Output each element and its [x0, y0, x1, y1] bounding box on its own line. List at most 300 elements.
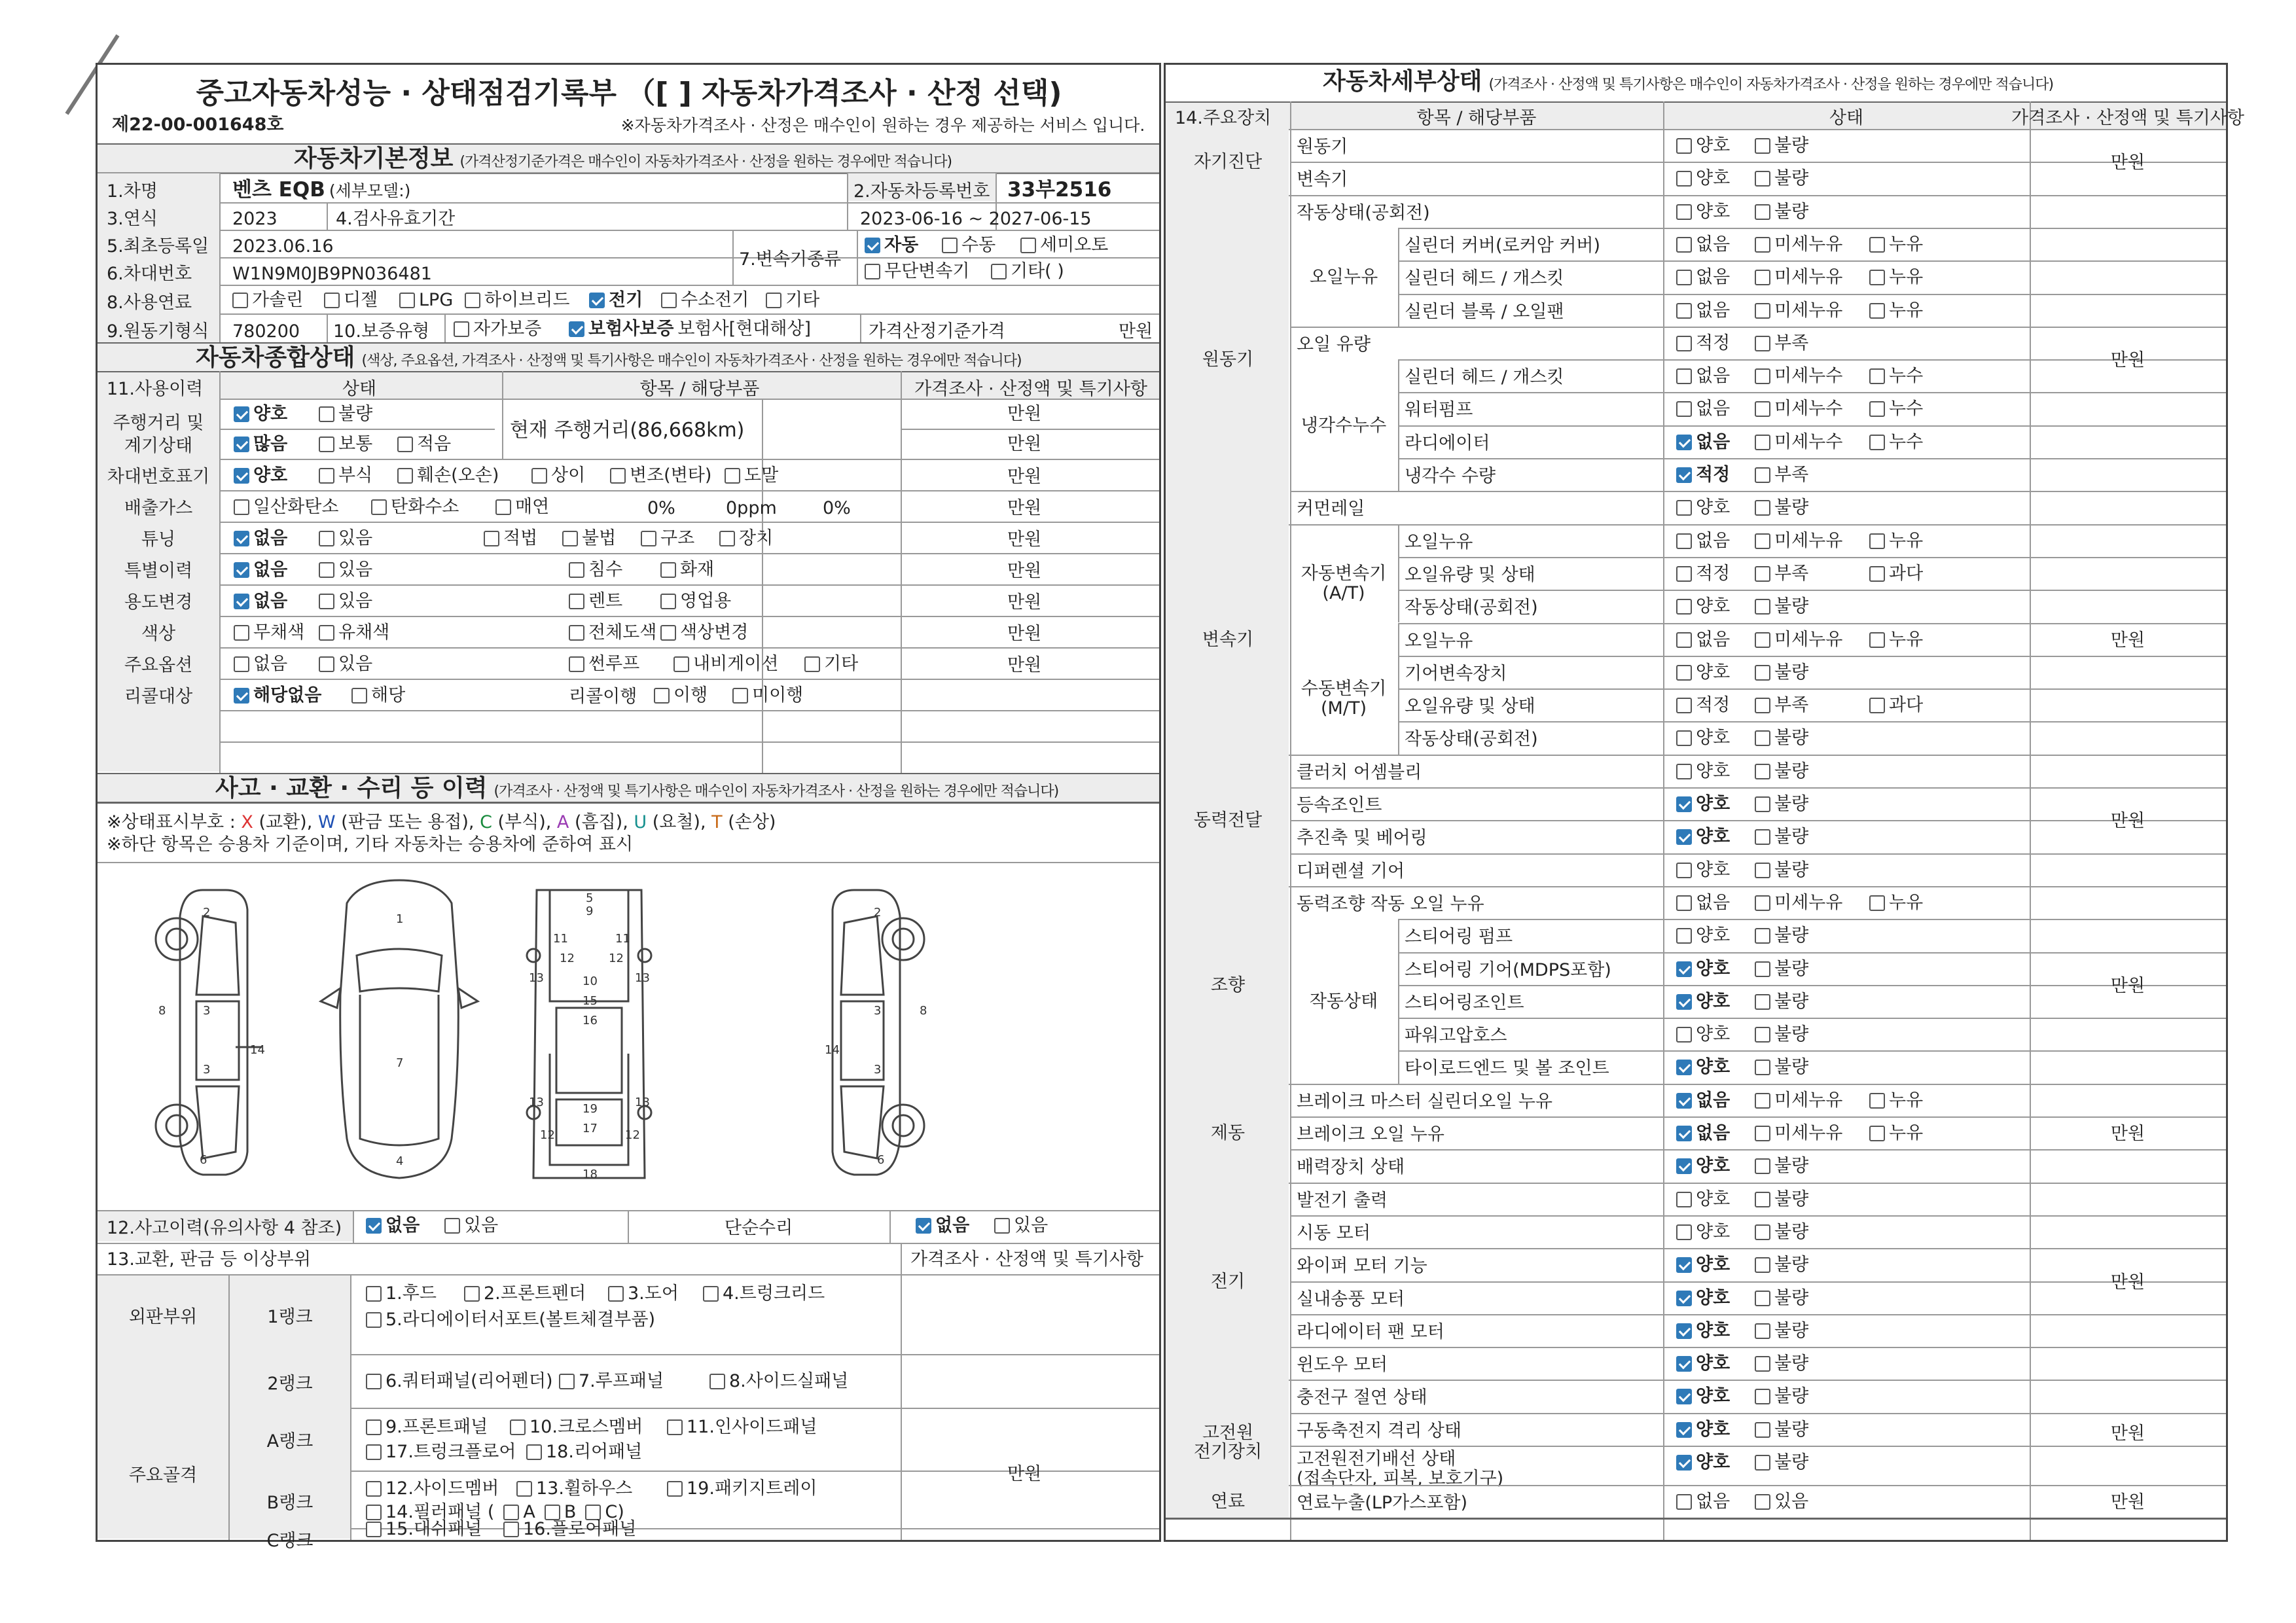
checkbox-unchecked[interactable]	[766, 293, 781, 308]
checkbox-option[interactable]	[1755, 367, 1842, 385]
checkbox-option[interactable]	[660, 624, 748, 641]
checkbox-option[interactable]	[526, 1443, 642, 1461]
checkbox-unchecked[interactable]	[1676, 270, 1692, 285]
checkbox-option[interactable]	[1869, 433, 1923, 451]
checkbox-option[interactable]	[589, 291, 643, 309]
checkbox-unchecked[interactable]	[495, 499, 511, 515]
checkbox-unchecked[interactable]	[366, 1374, 382, 1389]
checkbox-option[interactable]	[569, 655, 639, 673]
checkbox-unchecked[interactable]	[709, 1374, 725, 1389]
checkbox-option[interactable]	[660, 561, 714, 579]
checkbox-option[interactable]	[1676, 1223, 1730, 1241]
checkbox-option[interactable]	[1676, 729, 1730, 747]
checkbox-option[interactable]	[1676, 631, 1730, 649]
checkbox-unchecked[interactable]	[673, 656, 689, 672]
checkbox-option[interactable]	[1676, 1256, 1730, 1274]
checkbox-unchecked[interactable]	[1755, 368, 1770, 384]
checkbox-unchecked[interactable]	[1755, 533, 1770, 549]
checkbox-unchecked[interactable]	[732, 688, 748, 704]
checkbox-option[interactable]	[1676, 1289, 1730, 1307]
checkbox-unchecked[interactable]	[942, 238, 958, 253]
checkbox-unchecked[interactable]	[319, 562, 334, 578]
checkbox-unchecked[interactable]	[569, 625, 584, 641]
checkbox-option[interactable]	[991, 262, 1064, 280]
checkbox-unchecked[interactable]	[991, 264, 1007, 279]
checkbox-option[interactable]	[1869, 631, 1923, 649]
checkbox-unchecked[interactable]	[1755, 270, 1770, 285]
checkbox-unchecked[interactable]	[1676, 237, 1692, 253]
checkbox-checked[interactable]	[1676, 1093, 1692, 1109]
checkbox-option[interactable]	[569, 624, 656, 641]
checkbox-unchecked[interactable]	[366, 1481, 382, 1497]
checkbox-unchecked[interactable]	[1869, 368, 1885, 384]
checkbox-option[interactable]	[667, 1480, 817, 1497]
checkbox-checked[interactable]	[1676, 1126, 1692, 1141]
checkbox-option[interactable]	[1869, 1124, 1923, 1142]
checkbox-unchecked[interactable]	[804, 656, 820, 672]
warranty-insurance[interactable]	[569, 320, 811, 338]
checkbox-option[interactable]	[1676, 1124, 1730, 1142]
checkbox-unchecked[interactable]	[1869, 303, 1885, 319]
checkbox-unchecked[interactable]	[660, 594, 676, 609]
checkbox-option[interactable]	[1676, 795, 1730, 813]
checkbox-unchecked[interactable]	[1869, 401, 1885, 417]
checkbox-option[interactable]	[366, 1311, 655, 1329]
checkbox-unchecked[interactable]	[569, 594, 584, 609]
checkbox-unchecked[interactable]	[351, 688, 367, 704]
checkbox-option[interactable]	[1676, 137, 1730, 154]
checkbox-option[interactable]	[1755, 1157, 1808, 1175]
checkbox-option[interactable]	[1755, 532, 1842, 550]
checkbox-option[interactable]	[366, 1418, 488, 1436]
checkbox-option[interactable]	[454, 320, 541, 338]
checkbox-unchecked[interactable]	[1676, 928, 1692, 944]
checkbox-unchecked[interactable]	[865, 264, 880, 279]
checkbox-option[interactable]	[484, 529, 537, 547]
checkbox-unchecked[interactable]	[654, 688, 670, 704]
checkbox-unchecked[interactable]	[1755, 467, 1770, 483]
checkbox-option[interactable]	[1869, 302, 1923, 319]
checkbox-option[interactable]	[1020, 236, 1108, 254]
checkbox-option[interactable]	[1676, 400, 1730, 418]
checkbox-option[interactable]	[1755, 302, 1842, 319]
checkbox-option[interactable]	[559, 1372, 664, 1390]
checkbox-unchecked[interactable]	[465, 293, 480, 308]
checkbox-option[interactable]	[319, 405, 372, 423]
checkbox-option[interactable]	[1676, 1157, 1730, 1175]
checkbox-unchecked[interactable]	[366, 1444, 382, 1460]
checkbox-unchecked[interactable]	[503, 1522, 519, 1537]
checkbox-option[interactable]	[569, 592, 622, 610]
checkbox-option[interactable]	[397, 435, 451, 453]
checkbox-option[interactable]	[1755, 1092, 1842, 1109]
checkbox-option[interactable]	[1755, 696, 1808, 714]
checkbox-option[interactable]	[464, 1285, 586, 1302]
checkbox-option[interactable]	[1676, 532, 1730, 550]
checkbox-option[interactable]	[667, 1418, 817, 1436]
checkbox-unchecked[interactable]	[562, 531, 578, 546]
checkbox-checked[interactable]	[1676, 1455, 1692, 1471]
checkbox-option[interactable]	[1676, 1355, 1730, 1372]
checkbox-option[interactable]	[503, 1520, 636, 1538]
checkbox-option[interactable]	[1755, 236, 1842, 253]
checkbox-unchecked[interactable]	[464, 1286, 480, 1302]
checkbox-option[interactable]	[1676, 927, 1730, 944]
checkbox-checked[interactable]	[234, 688, 249, 704]
checkbox-unchecked[interactable]	[1755, 204, 1770, 220]
checkbox-option[interactable]	[1755, 565, 1808, 582]
checkbox-option[interactable]	[516, 1480, 632, 1497]
checkbox-checked[interactable]	[1676, 1291, 1692, 1306]
checkbox-unchecked[interactable]	[1755, 928, 1770, 944]
checkbox-checked[interactable]	[1676, 1356, 1692, 1372]
checkbox-checked[interactable]	[1676, 994, 1692, 1010]
checkbox-unchecked[interactable]	[559, 1374, 575, 1389]
checkbox-option[interactable]	[1755, 729, 1808, 747]
checkbox-unchecked[interactable]	[660, 562, 676, 578]
checkbox-option[interactable]	[1755, 631, 1842, 649]
checkbox-unchecked[interactable]	[610, 468, 626, 484]
checkbox-option[interactable]	[1755, 1223, 1808, 1241]
checkbox-checked[interactable]	[1676, 1257, 1692, 1273]
checkbox-option[interactable]	[608, 1285, 679, 1302]
checkbox-option[interactable]	[1755, 1256, 1808, 1274]
checkbox-checked[interactable]	[1676, 1389, 1692, 1404]
checkbox-option[interactable]	[1755, 927, 1808, 944]
checkbox-option[interactable]	[1755, 762, 1808, 780]
checkbox-option[interactable]	[234, 561, 287, 579]
checkbox-checked[interactable]	[1676, 1422, 1692, 1438]
checkbox-option[interactable]	[562, 529, 616, 547]
checkbox-unchecked[interactable]	[1676, 730, 1692, 746]
checkbox-unchecked[interactable]	[1869, 1093, 1885, 1109]
checkbox-checked[interactable]	[366, 1218, 382, 1234]
checkbox-option[interactable]	[1676, 236, 1730, 253]
checkbox-option[interactable]	[1676, 993, 1730, 1010]
checkbox-unchecked[interactable]	[725, 468, 740, 484]
checkbox-unchecked[interactable]	[526, 1444, 542, 1460]
checkbox-option[interactable]	[319, 655, 372, 673]
checkbox-option[interactable]	[1755, 993, 1808, 1010]
checkbox-unchecked[interactable]	[1755, 1389, 1770, 1404]
checkbox-option[interactable]	[654, 687, 708, 704]
checkbox-option[interactable]	[804, 655, 858, 673]
checkbox-checked[interactable]	[865, 238, 880, 253]
checkbox-unchecked[interactable]	[1676, 1224, 1692, 1240]
checkbox-option[interactable]	[1755, 664, 1808, 681]
checkbox-option[interactable]	[1676, 466, 1730, 484]
checkbox-option[interactable]	[661, 291, 749, 309]
checkbox-option[interactable]	[232, 291, 303, 309]
checkbox-unchecked[interactable]	[1755, 895, 1770, 911]
checkbox-unchecked[interactable]	[1676, 863, 1692, 878]
checkbox-option[interactable]	[366, 1520, 482, 1538]
checkbox-checked[interactable]	[234, 406, 249, 422]
checkbox-unchecked[interactable]	[585, 1505, 601, 1520]
checkbox-option[interactable]	[1755, 1355, 1808, 1372]
checkbox-unchecked[interactable]	[454, 321, 469, 337]
checkbox-unchecked[interactable]	[516, 1481, 532, 1497]
checkbox-option[interactable]	[1676, 1058, 1730, 1076]
checkbox-option[interactable]	[1755, 597, 1808, 615]
checkbox-unchecked[interactable]	[1755, 1126, 1770, 1141]
checkbox-unchecked[interactable]	[232, 293, 248, 308]
checkbox-unchecked[interactable]	[1755, 138, 1770, 154]
checkbox-unchecked[interactable]	[1755, 303, 1770, 319]
checkbox-option[interactable]	[1676, 169, 1730, 187]
checkbox-checked[interactable]	[234, 437, 249, 452]
checkbox-unchecked[interactable]	[1676, 665, 1692, 681]
checkbox-option[interactable]	[766, 291, 819, 309]
checkbox-option[interactable]	[234, 687, 321, 704]
checkbox-unchecked[interactable]	[1676, 764, 1692, 779]
checkbox-option[interactable]	[1869, 696, 1923, 714]
checkbox-unchecked[interactable]	[1755, 1192, 1770, 1207]
checkbox-unchecked[interactable]	[1755, 796, 1770, 812]
checkbox-option[interactable]	[234, 435, 287, 453]
checkbox-option[interactable]	[1676, 894, 1730, 912]
checkbox-option[interactable]	[865, 262, 969, 280]
checkbox-option[interactable]	[1755, 203, 1808, 221]
checkbox-unchecked[interactable]	[234, 499, 249, 515]
checkbox-unchecked[interactable]	[234, 625, 249, 641]
checkbox-option[interactable]	[1676, 565, 1730, 582]
checkbox-unchecked[interactable]	[660, 625, 676, 641]
checkbox-option[interactable]	[1869, 532, 1923, 550]
checkbox-option[interactable]	[1755, 894, 1842, 912]
checkbox-unchecked[interactable]	[719, 531, 735, 546]
checkbox-option[interactable]	[1755, 268, 1842, 286]
checkbox-unchecked[interactable]	[399, 293, 415, 308]
checkbox-unchecked[interactable]	[319, 594, 334, 609]
checkbox-option[interactable]	[1676, 1092, 1730, 1109]
checkbox-option[interactable]	[1755, 960, 1808, 978]
checkbox-unchecked[interactable]	[1755, 566, 1770, 582]
checkbox-option[interactable]	[1755, 1387, 1808, 1405]
checkbox-option[interactable]	[569, 561, 622, 579]
checkbox-unchecked[interactable]	[1869, 533, 1885, 549]
checkbox-unchecked[interactable]	[1755, 1027, 1770, 1043]
checkbox-option[interactable]	[1676, 334, 1730, 352]
checkbox-unchecked[interactable]	[1676, 599, 1692, 615]
checkbox-checked[interactable]	[569, 321, 584, 337]
checkbox-option[interactable]	[234, 405, 287, 423]
checkbox-option[interactable]	[1676, 597, 1730, 615]
checkbox-checked[interactable]	[234, 594, 249, 609]
checkbox-option[interactable]	[1755, 400, 1842, 418]
checkbox-option[interactable]	[1755, 466, 1808, 484]
checkbox-unchecked[interactable]	[1755, 1060, 1770, 1075]
checkbox-option[interactable]	[366, 1372, 552, 1390]
checkbox-option[interactable]	[865, 236, 918, 254]
checkbox-checked[interactable]	[1676, 1158, 1692, 1174]
checkbox-unchecked[interactable]	[994, 1218, 1010, 1234]
checkbox-option[interactable]	[319, 435, 372, 453]
checkbox-option[interactable]	[1869, 400, 1923, 418]
checkbox-option[interactable]	[531, 467, 585, 484]
checkbox-unchecked[interactable]	[1755, 1291, 1770, 1306]
checkbox-unchecked[interactable]	[319, 437, 334, 452]
checkbox-unchecked[interactable]	[1755, 1455, 1770, 1471]
checkbox-option[interactable]	[1676, 1190, 1730, 1208]
checkbox-option[interactable]	[1676, 203, 1730, 221]
checkbox-unchecked[interactable]	[1755, 730, 1770, 746]
checkbox-option[interactable]	[1869, 894, 1923, 912]
checkbox-unchecked[interactable]	[1755, 336, 1770, 351]
checkbox-unchecked[interactable]	[1676, 336, 1692, 351]
checkbox-option[interactable]	[366, 1217, 420, 1234]
checkbox-unchecked[interactable]	[366, 1419, 382, 1435]
checkbox-unchecked[interactable]	[1755, 961, 1770, 977]
checkbox-unchecked[interactable]	[1676, 138, 1692, 154]
checkbox-unchecked[interactable]	[444, 1218, 460, 1234]
checkbox-option[interactable]	[397, 467, 499, 484]
checkbox-option[interactable]	[1755, 334, 1808, 352]
checkbox-unchecked[interactable]	[324, 293, 340, 308]
checkbox-unchecked[interactable]	[1755, 1093, 1770, 1109]
checkbox-unchecked[interactable]	[1676, 401, 1692, 417]
checkbox-option[interactable]	[1869, 367, 1923, 385]
checkbox-unchecked[interactable]	[1755, 829, 1770, 845]
checkbox-option[interactable]	[1755, 1454, 1808, 1471]
checkbox-unchecked[interactable]	[319, 468, 334, 484]
checkbox-option[interactable]	[1676, 861, 1730, 879]
checkbox-unchecked[interactable]	[1676, 171, 1692, 187]
checkbox-option[interactable]	[1676, 367, 1730, 385]
checkbox-option[interactable]	[1676, 1454, 1730, 1471]
checkbox-unchecked[interactable]	[1755, 435, 1770, 450]
checkbox-unchecked[interactable]	[366, 1286, 382, 1302]
checkbox-option[interactable]	[1676, 828, 1730, 846]
checkbox-option[interactable]	[610, 467, 711, 484]
checkbox-unchecked[interactable]	[1676, 895, 1692, 911]
checkbox-unchecked[interactable]	[1020, 238, 1036, 253]
checkbox-option[interactable]	[324, 291, 378, 309]
checkbox-option[interactable]	[703, 1285, 825, 1302]
checkbox-option[interactable]	[1869, 565, 1923, 582]
checkbox-unchecked[interactable]	[319, 531, 334, 546]
checkbox-unchecked[interactable]	[531, 468, 547, 484]
checkbox-option[interactable]	[673, 655, 778, 673]
checkbox-unchecked[interactable]	[667, 1481, 683, 1497]
checkbox-unchecked[interactable]	[545, 1505, 560, 1520]
checkbox-unchecked[interactable]	[1755, 1323, 1770, 1339]
checkbox-unchecked[interactable]	[1869, 1126, 1885, 1141]
checkbox-unchecked[interactable]	[366, 1522, 382, 1537]
checkbox-option[interactable]	[1676, 1421, 1730, 1438]
checkbox-option[interactable]	[366, 1443, 516, 1461]
checkbox-unchecked[interactable]	[1755, 665, 1770, 681]
checkbox-option[interactable]	[366, 1285, 437, 1302]
checkbox-option[interactable]	[641, 529, 694, 547]
checkbox-option[interactable]	[1755, 1421, 1808, 1438]
checkbox-option[interactable]	[1676, 664, 1730, 681]
checkbox-unchecked[interactable]	[1755, 401, 1770, 417]
checkbox-unchecked[interactable]	[1869, 270, 1885, 285]
checkbox-unchecked[interactable]	[569, 656, 584, 672]
checkbox-option[interactable]	[732, 687, 803, 704]
checkbox-unchecked[interactable]	[1755, 863, 1770, 878]
checkbox-unchecked[interactable]	[1676, 698, 1692, 713]
checkbox-option[interactable]	[234, 624, 304, 641]
checkbox-option[interactable]	[1755, 499, 1808, 516]
checkbox-option[interactable]	[234, 467, 287, 484]
checkbox-option[interactable]	[444, 1217, 498, 1234]
checkbox-option[interactable]	[234, 498, 338, 516]
checkbox-option[interactable]	[495, 498, 549, 516]
checkbox-option[interactable]	[1676, 433, 1730, 451]
checkbox-option[interactable]	[1755, 1058, 1808, 1076]
checkbox-option[interactable]	[1676, 1387, 1730, 1405]
checkbox-unchecked[interactable]	[641, 531, 656, 546]
checkbox-unchecked[interactable]	[397, 437, 413, 452]
checkbox-option[interactable]	[1755, 795, 1808, 813]
checkbox-unchecked[interactable]	[1676, 632, 1692, 648]
checkbox-checked[interactable]	[234, 562, 249, 578]
checkbox-unchecked[interactable]	[1755, 1356, 1770, 1372]
checkbox-unchecked[interactable]	[1676, 1192, 1692, 1207]
checkbox-option[interactable]	[234, 529, 287, 547]
checkbox-unchecked[interactable]	[1755, 1158, 1770, 1174]
checkbox-unchecked[interactable]	[1755, 1224, 1770, 1240]
checkbox-option[interactable]	[994, 1217, 1048, 1234]
checkbox-unchecked[interactable]	[366, 1505, 382, 1520]
checkbox-unchecked[interactable]	[484, 531, 499, 546]
checkbox-option[interactable]	[319, 624, 389, 641]
checkbox-option[interactable]	[1676, 1493, 1730, 1510]
checkbox-unchecked[interactable]	[1755, 171, 1770, 187]
checkbox-option[interactable]	[719, 529, 773, 547]
checkbox-option[interactable]	[1869, 268, 1923, 286]
checkbox-unchecked[interactable]	[1869, 698, 1885, 713]
checkbox-unchecked[interactable]	[319, 656, 334, 672]
checkbox-option[interactable]	[660, 592, 731, 610]
checkbox-unchecked[interactable]	[661, 293, 677, 308]
checkbox-unchecked[interactable]	[1869, 566, 1885, 582]
checkbox-checked[interactable]	[1676, 435, 1692, 450]
checkbox-unchecked[interactable]	[1755, 1257, 1770, 1273]
checkbox-unchecked[interactable]	[1869, 895, 1885, 911]
checkbox-checked[interactable]	[1676, 829, 1692, 845]
checkbox-checked[interactable]	[234, 468, 249, 484]
checkbox-option[interactable]	[366, 1480, 499, 1497]
checkbox-option[interactable]	[319, 529, 372, 547]
checkbox-option[interactable]	[319, 561, 372, 579]
checkbox-option[interactable]	[1755, 1190, 1808, 1208]
checkbox-option[interactable]	[1755, 1493, 1808, 1510]
checkbox-option[interactable]	[916, 1217, 969, 1234]
checkbox-option[interactable]	[942, 236, 996, 254]
checkbox-option[interactable]	[1676, 696, 1730, 714]
checkbox-option[interactable]	[351, 687, 405, 704]
checkbox-unchecked[interactable]	[608, 1286, 624, 1302]
checkbox-checked[interactable]	[1676, 1060, 1692, 1075]
checkbox-option[interactable]	[510, 1418, 643, 1436]
checkbox-unchecked[interactable]	[569, 562, 584, 578]
checkbox-unchecked[interactable]	[397, 468, 413, 484]
checkbox-checked[interactable]	[1676, 961, 1692, 977]
checkbox-option[interactable]	[725, 467, 778, 484]
checkbox-checked[interactable]	[916, 1218, 931, 1234]
checkbox-option[interactable]	[234, 592, 287, 610]
checkbox-option[interactable]	[319, 592, 372, 610]
checkbox-checked[interactable]	[1676, 1323, 1692, 1339]
checkbox-unchecked[interactable]	[1676, 303, 1692, 319]
checkbox-option[interactable]	[1755, 861, 1808, 879]
checkbox-unchecked[interactable]	[1869, 632, 1885, 648]
checkbox-unchecked[interactable]	[1676, 500, 1692, 516]
checkbox-option[interactable]	[465, 291, 569, 309]
